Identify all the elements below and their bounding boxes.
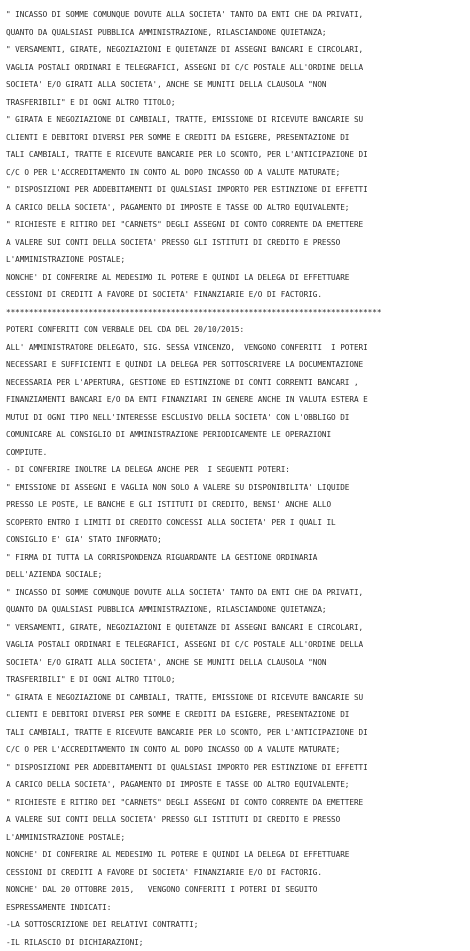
document-line: DELL'AZIENDA SOCIALE; — [6, 566, 470, 584]
document-line: L'AMMINISTRAZIONE POSTALE; — [6, 251, 470, 269]
document-line: " EMISSIONE DI ASSEGNI E VAGLIA NON SOLO A VALERE SU DISPONIBILITA' LIQUIDE — [6, 479, 470, 497]
document-line: -LA SOTTOSCRIZIONE DEI RELATIVI CONTRATTI; — [6, 916, 470, 934]
document-line: " DISPOSIZIONI PER ADDEBITAMENTI DI QUALSIASI IMPORTO PER ESTINZIONE DI EFFETTI — [6, 181, 470, 199]
document-line: CLIENTI E DEBITORI DIVERSI PER SOMME E CREDITI DA ESIGERE, PRESENTAZIONE DI — [6, 129, 470, 147]
document-line: " INCASSO DI SOMME COMUNQUE DOVUTE ALLA SOCIETA' TANTO DA ENTI CHE DA PRIVATI, — [6, 6, 470, 24]
document-line: " DISPOSIZIONI PER ADDEBITAMENTI DI QUALSIASI IMPORTO PER ESTINZIONE DI EFFETTI — [6, 759, 470, 777]
document-line: " GIRATA E NEGOZIAZIONE DI CAMBIALI, TRATTE, EMISSIONE DI RICEVUTE BANCARIE SU — [6, 689, 470, 707]
document-line: NONCHE' DI CONFERIRE AL MEDESIMO IL POTERE E QUINDI LA DELEGA DI EFFETTUARE — [6, 846, 470, 864]
document-line: VAGLIA POSTALI ORDINARI E TELEGRAFICI, ASSEGNI DI C/C POSTALE ALL'ORDINE DELLA — [6, 636, 470, 654]
document-line: " RICHIESTE E RITIRO DEI "CARNETS" DEGLI ASSEGNI DI CONTO CORRENTE DA EMETTERE — [6, 216, 470, 234]
document-line: " INCASSO DI SOMME COMUNQUE DOVUTE ALLA SOCIETA' TANTO DA ENTI CHE DA PRIVATI, — [6, 584, 470, 602]
document-line: " RICHIESTE E RITIRO DEI "CARNETS" DEGLI ASSEGNI DI CONTO CORRENTE DA EMETTERE — [6, 794, 470, 812]
document-line: SCOPERTO ENTRO I LIMITI DI CREDITO CONCESSI ALLA SOCIETA' PER I QUALI IL — [6, 514, 470, 532]
document-line: " FIRMA DI TUTTA LA CORRISPONDENZA RIGUARDANTE LA GESTIONE ORDINARIA — [6, 549, 470, 567]
document-line: NONCHE' DI CONFERIRE AL MEDESIMO IL POTERE E QUINDI LA DELEGA DI EFFETTUARE — [6, 269, 470, 287]
document-line: TRASFERIBILI" E DI OGNI ALTRO TITOLO; — [6, 671, 470, 689]
document-line: ESPRESSAMENTE INDICATI: — [6, 899, 470, 917]
document-line: NECESSARI E SUFFICIENTI E QUINDI LA DELEGA PER SOTTOSCRIVERE LA DOCUMENTAZIONE — [6, 356, 470, 374]
document-line: C/C O PER L'ACCREDITAMENTO IN CONTO AL DOPO INCASSO OD A VALUTE MATURATE; — [6, 741, 470, 759]
document-line: L'AMMINISTRAZIONE POSTALE; — [6, 829, 470, 847]
document-line: CESSIONI DI CREDITI A FAVORE DI SOCIETA' FINANZIARIE E/O DI FACTORIG. — [6, 864, 470, 882]
document-line: MUTUI DI OGNI TIPO NELL'INTERESSE ESCLUSIVO DELLA SOCIETA' CON L'OBBLIGO DI — [6, 409, 470, 427]
document-line: -IL RILASCIO DI DICHIARAZIONI; — [6, 934, 470, 951]
document-line: TRASFERIBILI" E DI OGNI ALTRO TITOLO; — [6, 94, 470, 112]
document-line: NECESSARIA PER L'APERTURA, GESTIONE ED ESTINZIONE DI CONTI CORRENTI BANCARI , — [6, 374, 470, 392]
document-line: " GIRATA E NEGOZIAZIONE DI CAMBIALI, TRATTE, EMISSIONE DI RICEVUTE BANCARIE SU — [6, 111, 470, 129]
document-line: TALI CAMBIALI, TRATTE E RICEVUTE BANCARIE PER LO SCONTO, PER L'ANTICIPAZIONE DI — [6, 724, 470, 742]
document-line: ********************************************************************************** — [6, 304, 470, 322]
document-line: A CARICO DELLA SOCIETA', PAGAMENTO DI IMPOSTE E TASSE OD ALTRO EQUIVALENTE; — [6, 776, 470, 794]
document-line: CLIENTI E DEBITORI DIVERSI PER SOMME E CREDITI DA ESIGERE, PRESENTAZIONE DI — [6, 706, 470, 724]
document-line: QUANTO DA QUALSIASI PUBBLICA AMMINISTRAZIONE, RILASCIANDONE QUIETANZA; — [6, 601, 470, 619]
document-line: A VALERE SUI CONTI DELLA SOCIETA' PRESSO GLI ISTITUTI DI CREDITO E PRESSO — [6, 811, 470, 829]
document-line: SOCIETA' E/O GIRATI ALLA SOCIETA', ANCHE SE MUNITI DELLA CLAUSOLA "NON — [6, 76, 470, 94]
document-line: A CARICO DELLA SOCIETA', PAGAMENTO DI IMPOSTE E TASSE OD ALTRO EQUIVALENTE; — [6, 199, 470, 217]
document-line: COMUNICARE AL CONSIGLIO DI AMMINISTRAZIONE PERIODICAMENTE LE OPERAZIONI — [6, 426, 470, 444]
document-line: " VERSAMENTI, GIRATE, NEGOZIAZIONI E QUIETANZE DI ASSEGNI BANCARI E CIRCOLARI, — [6, 619, 470, 637]
document-line: QUANTO DA QUALSIASI PUBBLICA AMMINISTRAZIONE, RILASCIANDONE QUIETANZA; — [6, 24, 470, 42]
document-line: SOCIETA' E/O GIRATI ALLA SOCIETA', ANCHE SE MUNITI DELLA CLAUSOLA "NON — [6, 654, 470, 672]
document-line: C/C O PER L'ACCREDITAMENTO IN CONTO AL DOPO INCASSO OD A VALUTE MATURATE; — [6, 164, 470, 182]
document-line: COMPIUTE. — [6, 444, 470, 462]
document-line: NONCHE' DAL 20 OTTOBRE 2015, VENGONO CONFERITI I POTERI DI SEGUITO — [6, 881, 470, 899]
document-line: VAGLIA POSTALI ORDINARI E TELEGRAFICI, ASSEGNI DI C/C POSTALE ALL'ORDINE DELLA — [6, 59, 470, 77]
document-line: CONSIGLIO E' GIA' STATO INFORMATO; — [6, 531, 470, 549]
document-line: PRESSO LE POSTE, LE BANCHE E GLI ISTITUTI DI CREDITO, BENSI' ANCHE ALLO — [6, 496, 470, 514]
document-line: ALL' AMMINISTRATORE DELEGATO, SIG. SESSA VINCENZO, VENGONO CONFERITI I POTERI — [6, 339, 470, 357]
document-line: " VERSAMENTI, GIRATE, NEGOZIAZIONI E QUIETANZE DI ASSEGNI BANCARI E CIRCOLARI, — [6, 41, 470, 59]
document-line: A VALERE SUI CONTI DELLA SOCIETA' PRESSO GLI ISTITUTI DI CREDITO E PRESSO — [6, 234, 470, 252]
document-line: CESSIONI DI CREDITI A FAVORE DI SOCIETA' FINANZIARIE E/O DI FACTORIG. — [6, 286, 470, 304]
document-line: - DI CONFERIRE INOLTRE LA DELEGA ANCHE PER I SEGUENTI POTERI: — [6, 461, 470, 479]
document-line: TALI CAMBIALI, TRATTE E RICEVUTE BANCARIE PER LO SCONTO, PER L'ANTICIPAZIONE DI — [6, 146, 470, 164]
document-line: POTERI CONFERITI CON VERBALE DEL CDA DEL 20/10/2015: — [6, 321, 470, 339]
document-line: FINANZIAMENTI BANCARI E/O DA ENTI FINANZIARI IN GENERE ANCHE IN VALUTA ESTERA E — [6, 391, 470, 409]
